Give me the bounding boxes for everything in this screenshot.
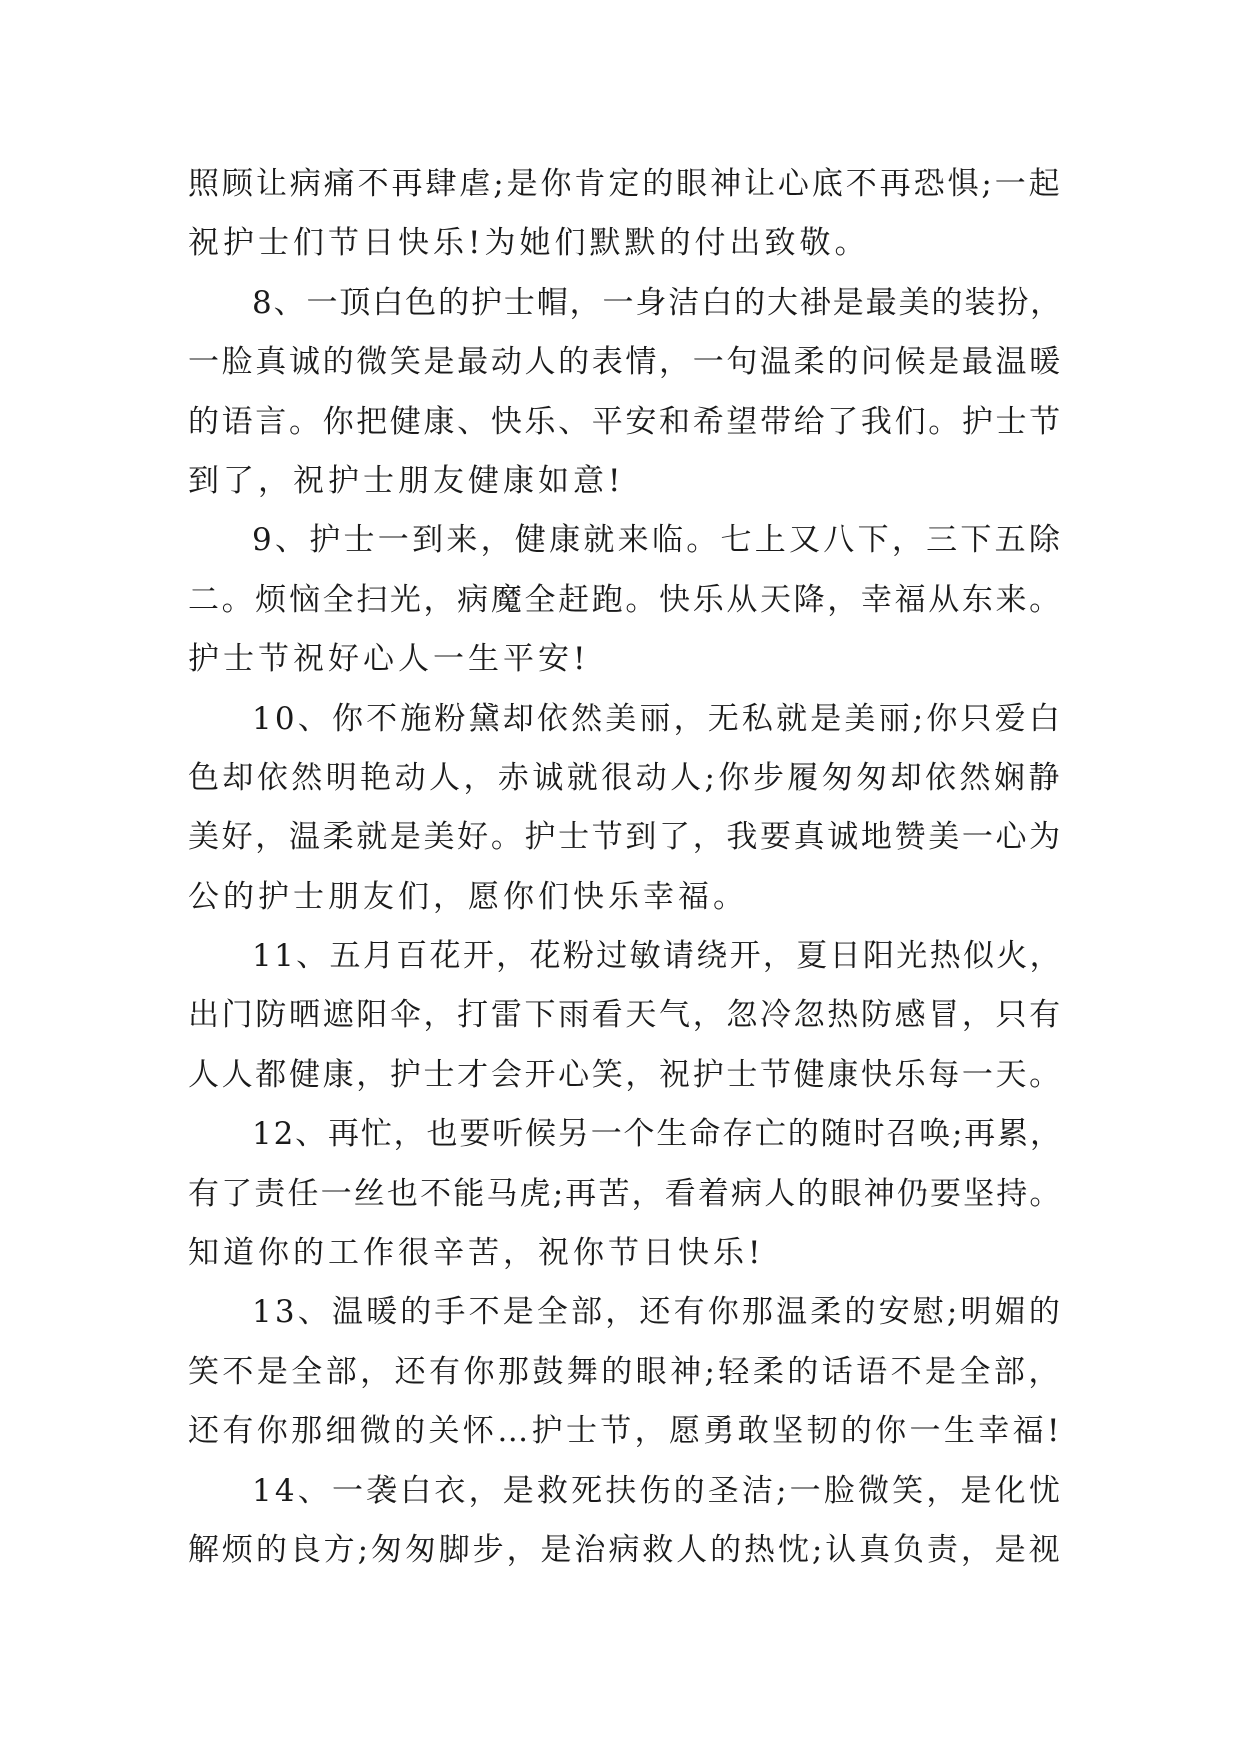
text-line: 11、五月百花开，花粉过敏请绕开，夏日阳光热似火， xyxy=(252,938,1063,975)
text-line: 有了责任一丝也不能马虎;再苦，看着病人的眼神仍要坚持。 xyxy=(188,1175,1063,1212)
text-line: 人人都健康，护士才会开心笑，祝护士节健康快乐每一天。 xyxy=(188,1056,1063,1093)
text-line: 9、护士一到来，健康就来临。七上又八下，三下五除 xyxy=(252,522,1064,559)
text-line: 12、再忙，也要听候另一个生命存亡的随时召唤;再累， xyxy=(252,1116,1063,1153)
text-line: 色却依然明艳动人，赤诚就很动人;你步履匆匆却依然娴静 xyxy=(188,759,1063,796)
text-line: 到了，祝护士朋友健康如意! xyxy=(188,462,625,499)
text-line: 10、你不施粉黛却依然美丽，无私就是美丽;你只爱白 xyxy=(252,700,1063,737)
text-line: 美好，温柔就是美好。护士节到了，我要真诚地赞美一心为 xyxy=(188,819,1063,856)
text-line: 13、温暖的手不是全部，还有你那温柔的安慰;明媚的 xyxy=(252,1294,1063,1331)
document-body xyxy=(188,155,1068,1580)
text-line: 还有你那细微的关怀…护士节，愿勇敢坚韧的你一生幸福! xyxy=(188,1413,1063,1450)
text-line: 14、一袭白衣，是救死扶伤的圣洁;一脸微笑，是化忧 xyxy=(252,1472,1063,1509)
text-line: 二。烦恼全扫光，病魔全赶跑。快乐从天降，幸福从东来。 xyxy=(188,581,1063,618)
text-line: 解烦的良方;匆匆脚步，是治病救人的热忱;认真负责，是视 xyxy=(188,1531,1063,1568)
text-line: 8、一顶白色的护士帽，一身洁白的大褂是最美的装扮， xyxy=(252,284,1063,321)
text-line: 笑不是全部，还有你那鼓舞的眼神;轻柔的话语不是全部， xyxy=(188,1353,1063,1390)
text-line: 祝护士们节日快乐!为她们默默的付出致敬。 xyxy=(188,225,870,262)
text-line: 出门防晒遮阳伞，打雷下雨看天气，忽冷忽热防感冒，只有 xyxy=(188,997,1063,1034)
text-line: 公的护士朋友们，愿你们快乐幸福。 xyxy=(188,878,748,915)
text-line: 一脸真诚的微笑是最动人的表情，一句温柔的问候是最温暖 xyxy=(188,344,1063,381)
text-line: 照顾让病痛不再肆虐;是你肯定的眼神让心底不再恐惧;一起 xyxy=(188,166,1063,202)
text-line: 知道你的工作很辛苦，祝你节日快乐! xyxy=(188,1235,765,1272)
text-line: 护士节祝好心人一生平安! xyxy=(188,641,590,678)
text-line: 的语言。你把健康、快乐、平安和希望带给了我们。护士节 xyxy=(188,403,1063,440)
